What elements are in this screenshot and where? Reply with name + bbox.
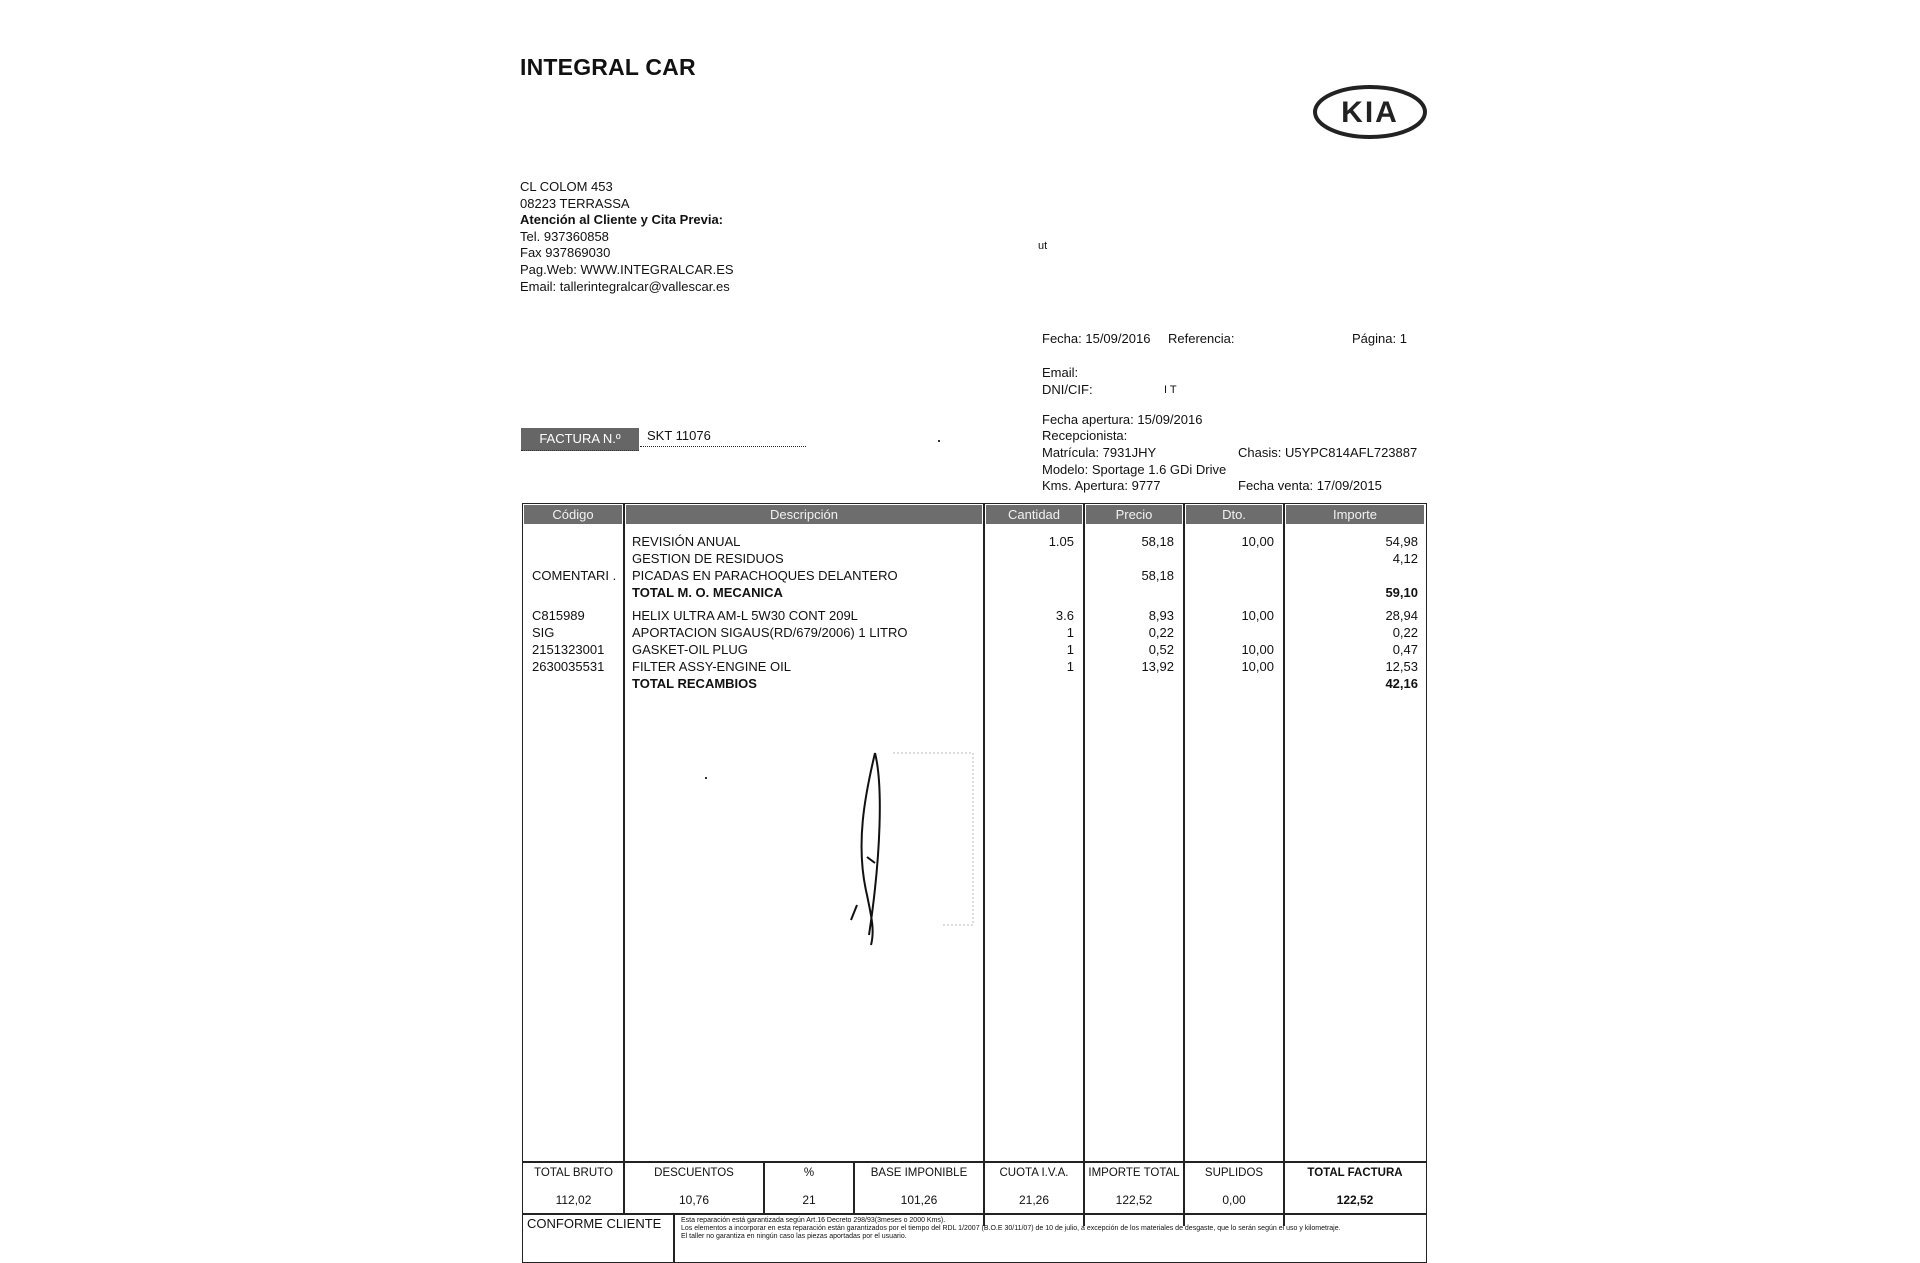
row-desc: TOTAL RECAMBIOS (632, 676, 757, 691)
row-importe: 59,10 (1385, 585, 1418, 600)
col-header-precio: Precio (1086, 505, 1182, 524)
row-precio: 13,92 (1141, 659, 1174, 674)
row-dto: 10,00 (1241, 534, 1274, 549)
row-cant: 1 (1066, 642, 1074, 657)
footer-divider (522, 1213, 1427, 1215)
footer-divider (1083, 1161, 1085, 1213)
kia-logo (1312, 84, 1428, 140)
row-importe: 4,12 (1392, 551, 1418, 566)
address-street: CL COLOM 453 (520, 179, 613, 194)
row-desc: GESTION DE RESIDUOS (632, 551, 784, 566)
row-importe: 12,53 (1385, 659, 1418, 674)
footer-value: 21,26 (1018, 1193, 1050, 1207)
footer-label: TOTAL BRUTO (534, 1167, 613, 1179)
row-codigo: 2151323001 (532, 642, 605, 657)
sale-date: Fecha venta: 17/09/2015 (1238, 478, 1382, 493)
dni-label: DNI/CIF: (1042, 382, 1093, 397)
invoice-date: Fecha: 15/09/2016 (1042, 331, 1151, 346)
footer-label: CUOTA I.V.A. (999, 1167, 1069, 1179)
footer-label: SUPLIDOS (1204, 1167, 1264, 1179)
row-desc: HELIX ULTRA AM-L 5W30 CONT 209L (632, 608, 858, 623)
plate-number: Matrícula: 7931JHY (1042, 445, 1157, 460)
row-importe: 42,16 (1385, 676, 1418, 691)
row-desc: PICADAS EN PARACHOQUES DELANTERO (632, 568, 898, 583)
column-divider (1083, 503, 1085, 1226)
footer-value: 21 (802, 1193, 816, 1207)
col-header-cantidad: Cantidad (986, 505, 1082, 524)
column-divider (623, 503, 625, 1163)
row-importe: 0,22 (1392, 625, 1418, 640)
dealer-address (520, 179, 734, 295)
fax: Fax 937869030 (520, 245, 611, 261)
footer-value: 122,52 (1336, 1193, 1374, 1207)
dni-marks: I T (1164, 384, 1177, 396)
footer-label: % (803, 1167, 815, 1179)
row-codigo: SIG (532, 625, 555, 640)
footer-label: IMPORTE TOTAL (1088, 1167, 1180, 1179)
phone: Tel. 937360858 (520, 228, 609, 244)
invoice-label: FACTURA N.º (521, 428, 639, 451)
receptionist-label: Recepcionista: (1042, 428, 1128, 443)
row-cant: 1.05 (1048, 534, 1074, 549)
row-desc: GASKET-OIL PLUG (632, 642, 748, 657)
column-divider (983, 503, 985, 1226)
opening-km: Kms. Apertura: 9777 (1042, 478, 1161, 493)
legal-notice (681, 1217, 1423, 1241)
speck (938, 440, 940, 442)
footer-value: 112,02 (555, 1193, 592, 1207)
footer-label: DESCUENTOS (654, 1167, 734, 1179)
col-header-descripcion: Descripción (626, 505, 982, 524)
row-importe: 28,94 (1385, 608, 1418, 623)
row-precio: 58,18 (1141, 568, 1174, 583)
row-codigo: COMENTARI . (532, 568, 617, 583)
row-precio: 0,52 (1148, 642, 1174, 657)
row-cant: 1 (1066, 625, 1074, 640)
footer-value: 101,26 (900, 1193, 938, 1207)
footer-divider (1183, 1161, 1185, 1213)
footer-value: 0,00 (1222, 1193, 1246, 1207)
row-dto: 10,00 (1241, 608, 1274, 623)
legal-line: Los elementos a incorporar en esta reparación están garantizados por el tiempo del RDL 1/2007 (B.O.E 30/11/07) de 10 de julio, a excepción de los materiales de desgaste, que lo serán según el uso y kilometraje. (681, 1225, 1341, 1232)
row-desc: REVISIÓN ANUAL (632, 534, 741, 549)
row-codigo: 2630035531 (532, 659, 605, 674)
row-desc: FILTER ASSY-ENGINE OIL (632, 659, 791, 674)
footer-value: 122,52 (1115, 1193, 1153, 1207)
row-importe: 54,98 (1385, 534, 1418, 549)
row-codigo: C815989 (532, 608, 585, 623)
row-cant: 3.6 (1055, 608, 1074, 623)
row-cant: 1 (1066, 659, 1074, 674)
column-divider (1283, 503, 1285, 1226)
footer-label: BASE IMPONIBLE (870, 1167, 968, 1179)
row-importe: 0,47 (1392, 642, 1418, 657)
address-city: 08223 TERRASSA (520, 195, 630, 211)
website: Pag.Web: WWW.INTEGRALCAR.ES (520, 261, 734, 277)
svg-text:KIA: KIA (1341, 96, 1399, 129)
footer-divider (522, 1161, 1427, 1163)
footer-label: TOTAL FACTURA (1307, 1167, 1403, 1179)
row-desc: APORTACION SIGAUS(RD/679/2006) 1 LITRO (632, 625, 908, 640)
email: Email: tallerintegralcar@vallescar.es (520, 278, 730, 294)
col-header-codigo: Código (524, 505, 622, 524)
col-header-importe: Importe (1286, 505, 1424, 524)
invoice-number: SKT 11076 (647, 428, 711, 443)
stray-mark: ut (1038, 240, 1048, 252)
customer-signature (835, 745, 975, 950)
attention-label: Atención al Cliente y Cita Previa: (520, 212, 724, 228)
row-dto: 10,00 (1241, 642, 1274, 657)
row-precio: 0,22 (1148, 625, 1174, 640)
reference-label: Referencia: (1168, 331, 1235, 346)
company-name: INTEGRAL CAR (520, 54, 696, 80)
footer-divider (673, 1213, 675, 1263)
col-header-dto: Dto. (1186, 505, 1282, 524)
page-number: Página: 1 (1352, 331, 1407, 346)
vehicle-model: Modelo: Sportage 1.6 GDi Drive (1042, 462, 1227, 477)
speck (705, 777, 707, 779)
invoice-number-dotted-line (640, 446, 806, 447)
column-divider (1183, 503, 1185, 1226)
opening-date: Fecha apertura: 15/09/2016 (1042, 412, 1203, 427)
row-precio: 58,18 (1141, 534, 1174, 549)
row-dto: 10,00 (1241, 659, 1274, 674)
chassis-number: Chasis: U5YPC814AFL723887 (1238, 445, 1418, 460)
row-desc: TOTAL M. O. MECANICA (632, 585, 783, 600)
legal-line: Esta reparación está garantizada según Art.16 Decreto 298/93(3meses o 2000 Kms). (681, 1217, 946, 1224)
customer-email-label: Email: (1042, 365, 1079, 380)
row-precio: 8,93 (1148, 608, 1174, 623)
customer-conformity-label: CONFORME CLIENTE (527, 1216, 662, 1231)
footer-value: 10,76 (678, 1193, 710, 1207)
legal-line: El taller no garantiza en ningún caso las piezas aportadas por el usuario. (681, 1233, 907, 1240)
